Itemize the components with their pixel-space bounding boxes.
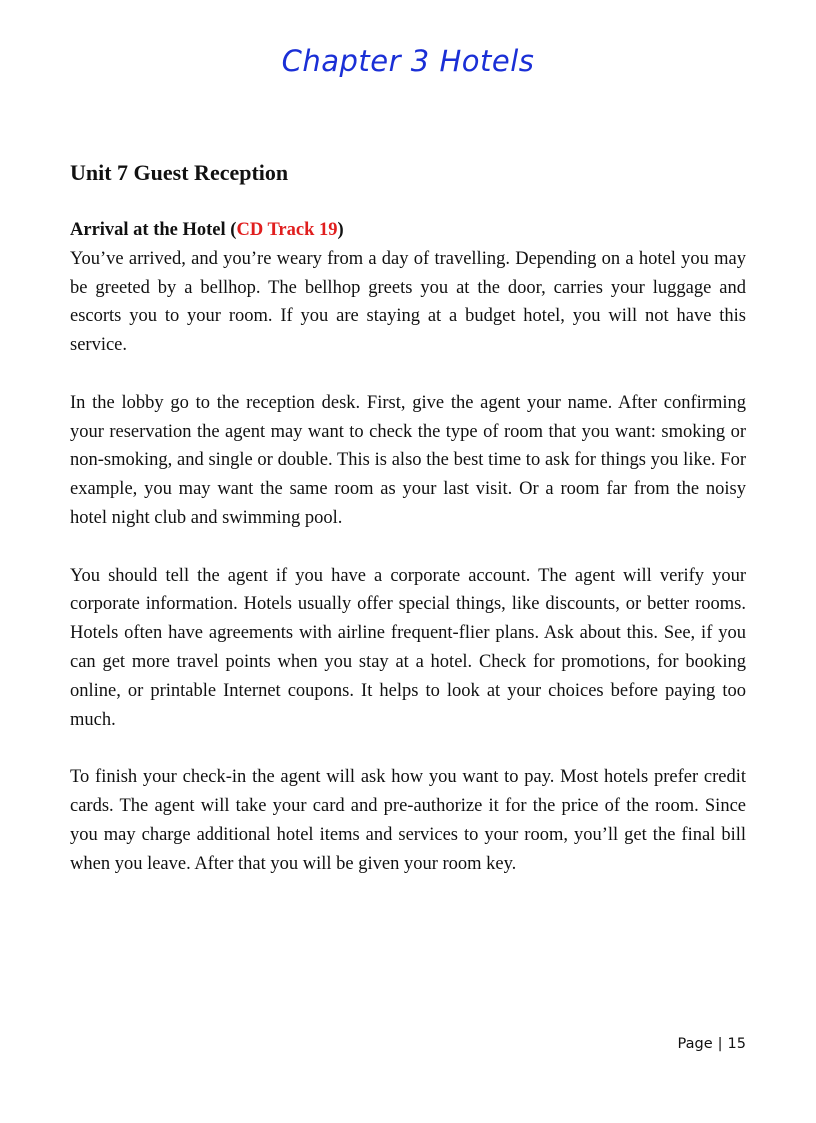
paragraph-arrival: You’ve arrived, and you’re weary from a day of travelling. Depending on a hotel you may be greeted by a bellhop. The bellhop greets you at the door, carries your luggage and escorts you to your room. If you are staying at a budget hotel, you will not have this service.	[70, 248, 746, 356]
paragraph-payment: To finish your check-in the agent will ask how you want to pay. Most hotels prefer credit cards. The agent will take your card and pre-authorize it for the price of the room. Since you may charge additional hotel items and services to your room, you’ll get the final bill when you leave. After that you will be given your room key.	[70, 767, 746, 874]
unit-heading: Unit 7 Guest Reception	[70, 160, 289, 185]
page-label: Page	[677, 1036, 713, 1052]
paragraph-corporate: You should tell the agent if you have a corporate account. The agent will verify your corporate information. Hotels usually offer special things, like discounts, or better rooms. Hotels often have agreements with airline frequent-flier plans. Ask about this. See, if you can get more travel points when you stay at a hotel. Check for promotions, for booking online, or printable Internet coupons. It helps to look at your choices before paying too much.	[70, 565, 746, 730]
section-heading	[70, 216, 746, 245]
cd-track-label: CD Track 19	[236, 220, 338, 240]
page-content	[70, 156, 746, 907]
section-heading-close: )	[337, 220, 344, 240]
page-number: 15	[727, 1036, 746, 1052]
page-separator: |	[717, 1036, 723, 1052]
arrival-section	[70, 216, 746, 878]
chapter-title: Chapter 3 Hotels	[281, 44, 535, 78]
page-footer	[678, 1036, 746, 1052]
paragraph-lobby: In the lobby go to the reception desk. First, give the agent your name. After confirming your reservation the agent may want to check the type of room that you want: smoking or non-smoking, and single or double. This is also the best time to ask for things you like. For example, you may want the same room as your last visit. Or a room far from the noisy hotel night club and swimming pool.	[70, 392, 746, 528]
section-heading-title: Arrival at the Hotel (	[70, 220, 237, 240]
